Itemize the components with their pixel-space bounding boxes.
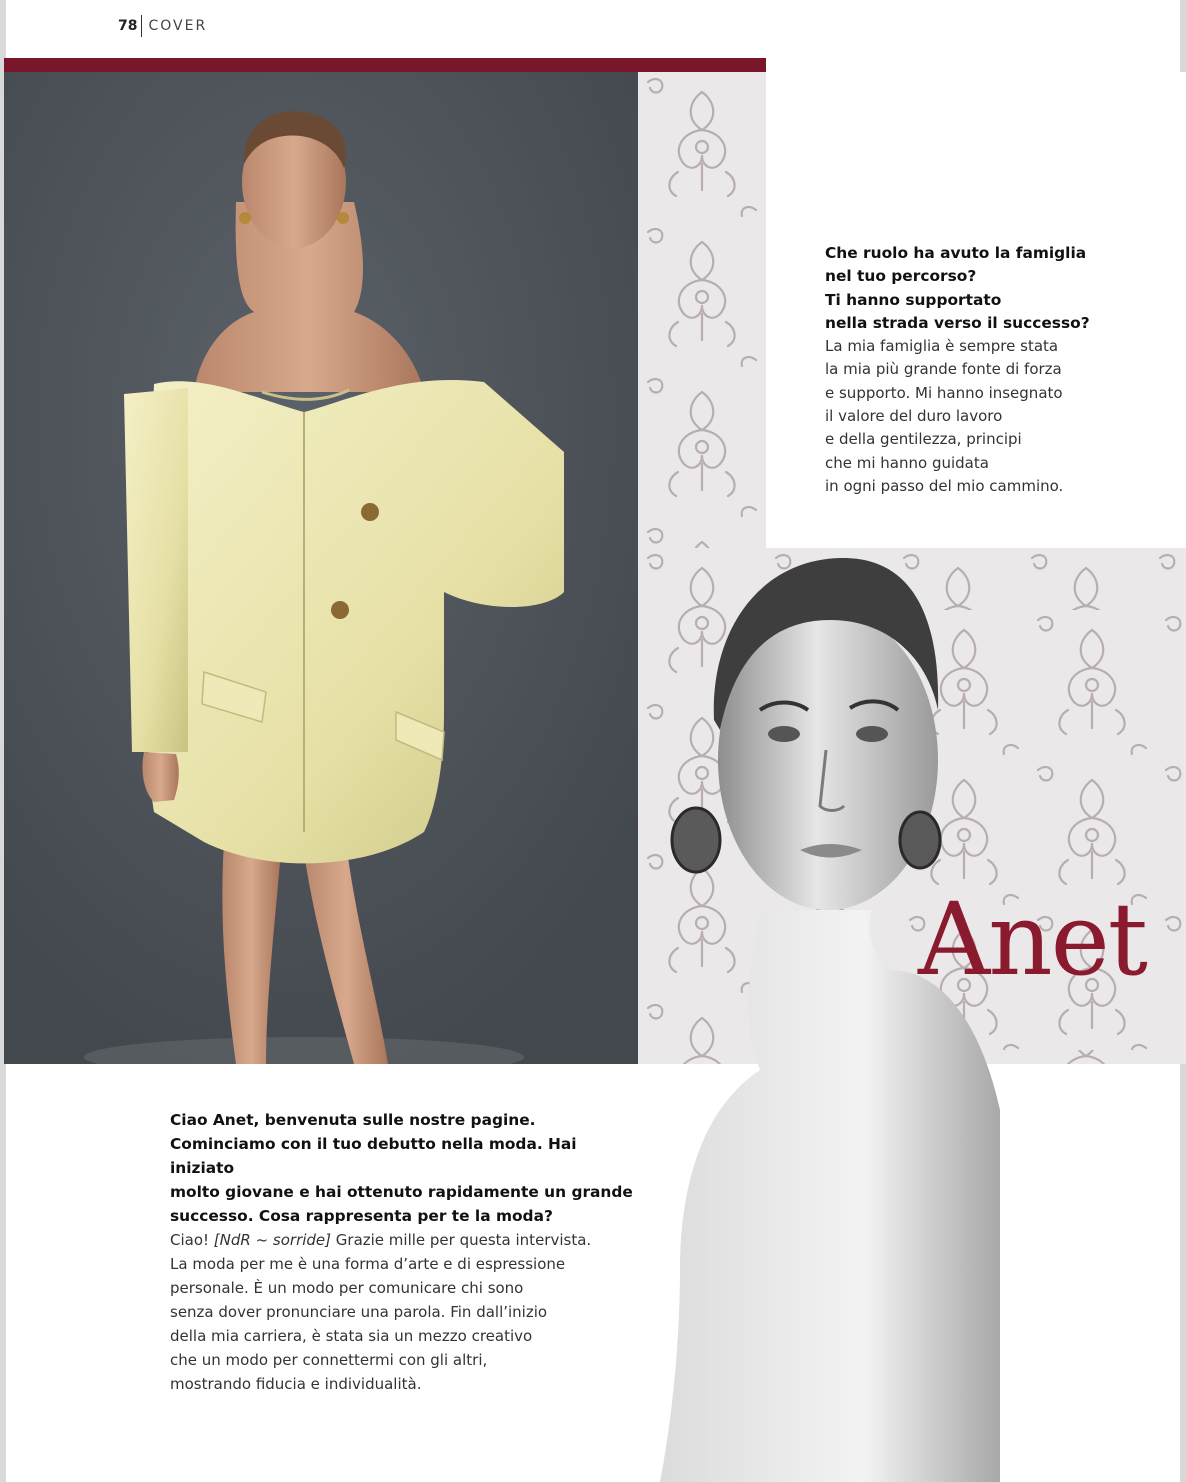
question-line: Cominciamo con il tuo debutto nella moda. Hai iniziato — [170, 1135, 577, 1177]
answer-line: e supporto. Mi hanno insegnato — [825, 383, 1063, 402]
answer-line: in ogni passo del mio cammino. — [825, 476, 1064, 495]
answer-line: che mi hanno guidata — [825, 453, 989, 472]
intro-answer — [170, 1228, 640, 1396]
answer-line: La moda per me è una forma d’arte e di espressione — [170, 1255, 566, 1273]
answer-line: personale. È un modo per comunicare chi sono — [170, 1279, 524, 1297]
question-line: Che ruolo ha avuto la famiglia — [825, 244, 1087, 262]
answer-line: la mia più grande fonte di forza — [825, 360, 1062, 379]
question-line: nella strada verso il successo? — [825, 313, 1090, 332]
question-line: Ti hanno supportato — [825, 290, 1002, 309]
question-line: Ciao Anet, benvenuta sulle nostre pagine. — [170, 1111, 536, 1129]
answer-line: senza dover pronunciare una parola. Fin dall’inizio — [170, 1303, 548, 1321]
top-accent-rule — [4, 58, 766, 72]
answer-line: il valore del duro lavoro — [825, 407, 1003, 426]
qa-family-block — [825, 242, 1125, 498]
answer-line: che un modo per connettermi con gli altri, — [170, 1351, 488, 1369]
section-label: COVER — [148, 18, 208, 34]
answer-line: e della gentilezza, principi — [825, 430, 1022, 449]
intro-qa-block — [170, 1108, 640, 1396]
page-number: 78 — [118, 18, 138, 34]
qa-family-question — [825, 242, 1125, 335]
feature-title: Anet — [918, 881, 1146, 998]
folio-divider — [141, 15, 142, 37]
portrait-photo-bw — [640, 550, 1000, 1482]
answer-greeting: Ciao! — [170, 1231, 214, 1249]
intro-question — [170, 1108, 640, 1228]
fashion-photo-yellow-blazer — [4, 72, 638, 1064]
answer-line: della mia carriera, è stata sia un mezzo creativo — [170, 1327, 533, 1345]
qa-family-answer — [825, 335, 1125, 498]
answer-thanks: Grazie mille per questa intervista. — [331, 1231, 592, 1249]
question-line: successo. Cosa rappresenta per te la moda? — [170, 1207, 553, 1225]
answer-line: La mia famiglia è sempre stata — [825, 337, 1059, 356]
question-line: molto giovane e hai ottenuto rapidamente un grande — [170, 1183, 633, 1201]
question-line: nel tuo percorso? — [825, 267, 977, 286]
folio — [118, 14, 207, 38]
answer-line: mostrando fiducia e individualità. — [170, 1375, 422, 1393]
answer-line-first — [170, 1228, 640, 1252]
editor-note: [NdR ~ sorride] — [213, 1231, 332, 1249]
